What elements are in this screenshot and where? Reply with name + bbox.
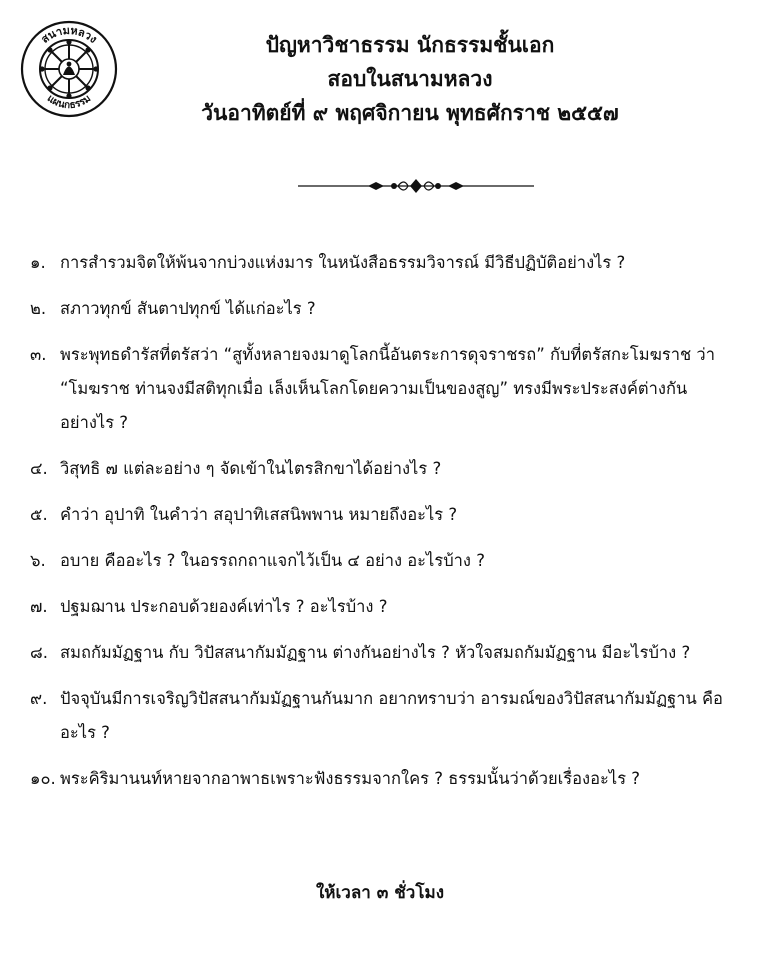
question-item <box>30 682 735 750</box>
question-text: คำว่า อุปาทิ ในคำว่า สอุปาทิเสสนิพพาน หมายถึงอะไร ? <box>60 505 458 524</box>
question-number: ๙. <box>30 689 48 708</box>
question-number: ๒. <box>30 299 47 318</box>
seal-bottom-text: แผนกธรรม <box>44 93 94 112</box>
seal-top-text: สนามหลวง <box>38 23 100 46</box>
seal-logo <box>20 20 118 118</box>
time-allowed-note: ให้เวลา ๓ ชั่วโมง <box>315 883 444 903</box>
question-number: ๑. <box>30 253 46 272</box>
question-item <box>30 544 735 578</box>
question-list <box>30 246 735 808</box>
exam-date: วันอาทิตย์ที่ ๙ พฤศจิกายน พุทธศักราช ๒๕๕๗ <box>201 101 619 125</box>
question-item <box>30 762 735 796</box>
question-text: พระพุทธดำรัสที่ตรัสว่า “สูทั้งหลายจงมาดูโลกนี้อันตระการดุจราชรถ” กับที่ตรัสกะโมฆราช ว่า “โมฆราช ท่านจงมีสติทุกเมื่อ เล็งเห็นโลกโดยความเป็นของสูญ” ทรงมีพระประสงค์ต่างกันอย่างไร ? <box>60 345 715 432</box>
question-text: พระคิริมานนท์หายจากอาพาธเพราะฟังธรรมจากใคร ? ธรรมนั้นว่าด้วยเรื่องอะไร ? <box>60 769 641 788</box>
question-number: ๖. <box>30 551 46 570</box>
question-item <box>30 338 735 440</box>
question-number: ๔. <box>30 459 48 478</box>
question-item <box>30 590 735 624</box>
question-number: ๓. <box>30 345 47 364</box>
question-text: การสำรวมจิตให้พ้นจากบ่วงแห่งมาร ในหนังสือธรรมวิจารณ์ มีวิธีปฏิบัติอย่างไร ? <box>60 253 626 272</box>
dharma-wheel-icon <box>20 20 118 118</box>
question-number: ๑๐. <box>30 769 56 788</box>
document-header <box>150 28 670 130</box>
question-item <box>30 452 735 486</box>
question-item <box>30 292 735 326</box>
question-number: ๘. <box>30 643 48 662</box>
question-item <box>30 246 735 280</box>
exam-title: ปัญหาวิชาธรรม นักธรรมชั้นเอก <box>265 33 555 57</box>
exam-venue: สอบในสนามหลวง <box>327 67 493 91</box>
question-text: ปฐมฌาน ประกอบด้วยองค์เท่าไร ? อะไรบ้าง ? <box>60 597 388 616</box>
question-text: อบาย คืออะไร ? ในอรรถกถาแจกไว้เป็น ๔ อย่าง อะไรบ้าง ? <box>60 551 485 570</box>
question-item <box>30 498 735 532</box>
question-text: สภาวทุกข์ สันตาปทุกข์ ได้แก่อะไร ? <box>60 299 316 318</box>
question-text: วิสุทธิ ๗ แต่ละอย่าง ๆ จัดเข้าในไตรสิกขาได้อย่างไร ? <box>60 459 442 478</box>
question-text: สมถกัมมัฏฐาน กับ วิปัสสนากัมมัฏฐาน ต่างกันอย่างไร ? หัวใจสมถกัมมัฏฐาน มีอะไรบ้าง ? <box>60 643 691 662</box>
question-number: ๗. <box>30 597 48 616</box>
question-number: ๕. <box>30 505 48 524</box>
question-text: ปัจจุบันมีการเจริญวิปัสสนากัมมัฏฐานกันมาก อยากทราบว่า อารมณ์ของวิปัสสนากัมมัฏฐาน คืออะไร ? <box>60 689 723 742</box>
ornament-divider <box>298 176 534 196</box>
question-item <box>30 636 735 670</box>
